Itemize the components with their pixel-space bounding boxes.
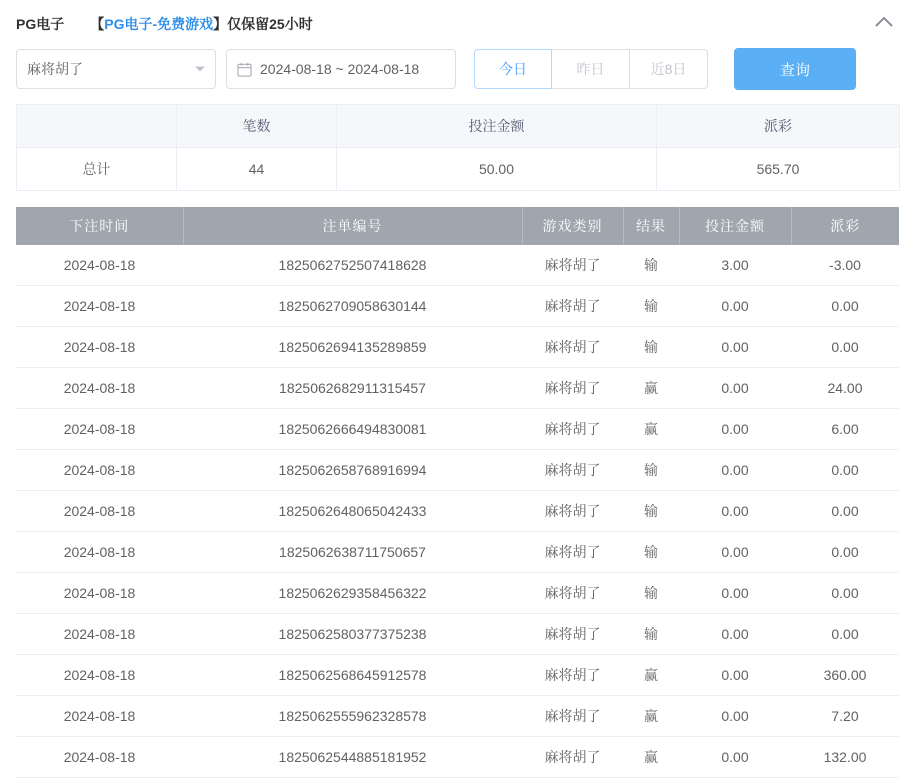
promo-highlight: PG电子-免费游戏 — [104, 16, 214, 32]
detail-table-wrap — [16, 207, 899, 778]
cell-result: 赢 — [623, 737, 679, 778]
cell-payout: 0.00 — [791, 327, 899, 368]
promo-banner — [90, 14, 312, 34]
detail-header-result[interactable]: 结果 — [623, 207, 679, 245]
page-header — [0, 0, 915, 44]
cell-order: 1825062709058630144 — [183, 286, 522, 327]
cell-result: 输 — [623, 614, 679, 655]
cell-time: 2024-08-18 — [16, 245, 183, 286]
game-select[interactable] — [16, 49, 216, 89]
detail-header-payout[interactable]: 派彩 — [791, 207, 899, 245]
detail-table — [16, 207, 899, 778]
cell-result: 赢 — [623, 409, 679, 450]
summary-table — [16, 104, 900, 191]
cell-game: 麻将胡了 — [522, 532, 623, 573]
brand-title: PG电子 — [16, 16, 65, 32]
detail-header-bet[interactable]: 投注金额 — [679, 207, 791, 245]
cell-bet: 0.00 — [679, 737, 791, 778]
game-select-value: 麻将胡了 — [27, 61, 83, 77]
cell-bet: 3.00 — [679, 245, 791, 286]
summary-total-row — [17, 148, 900, 191]
detail-body — [16, 245, 899, 778]
query-button[interactable]: 查询 — [734, 48, 856, 90]
quick-range-today[interactable]: 今日 — [474, 49, 552, 89]
cell-result: 输 — [623, 450, 679, 491]
filter-bar — [0, 44, 915, 102]
cell-time: 2024-08-18 — [16, 327, 183, 368]
cell-time: 2024-08-18 — [16, 573, 183, 614]
table-row[interactable] — [16, 696, 899, 737]
table-row[interactable] — [16, 368, 899, 409]
table-row[interactable] — [16, 491, 899, 532]
cell-bet: 0.00 — [679, 532, 791, 573]
cell-game: 麻将胡了 — [522, 409, 623, 450]
cell-bet: 0.00 — [679, 327, 791, 368]
cell-payout: 0.00 — [791, 450, 899, 491]
cell-game: 麻将胡了 — [522, 573, 623, 614]
quick-range-group — [474, 49, 708, 89]
summary-total-payout: 565.70 — [657, 148, 900, 191]
cell-result: 赢 — [623, 655, 679, 696]
cell-game: 麻将胡了 — [522, 696, 623, 737]
cell-result: 输 — [623, 532, 679, 573]
date-range-picker[interactable] — [226, 49, 456, 89]
cell-time: 2024-08-18 — [16, 286, 183, 327]
cell-bet: 0.00 — [679, 573, 791, 614]
cell-game: 麻将胡了 — [522, 450, 623, 491]
cell-payout: 0.00 — [791, 614, 899, 655]
table-row[interactable] — [16, 245, 899, 286]
cell-order: 1825062555962328578 — [183, 696, 522, 737]
cell-game: 麻将胡了 — [522, 655, 623, 696]
cell-order: 1825062568645912578 — [183, 655, 522, 696]
cell-game: 麻将胡了 — [522, 327, 623, 368]
table-row[interactable] — [16, 614, 899, 655]
cell-time: 2024-08-18 — [16, 409, 183, 450]
cell-time: 2024-08-18 — [16, 491, 183, 532]
cell-order: 1825062694135289859 — [183, 327, 522, 368]
cell-result: 赢 — [623, 368, 679, 409]
cell-game: 麻将胡了 — [522, 491, 623, 532]
cell-payout: 0.00 — [791, 532, 899, 573]
cell-order: 1825062580377375238 — [183, 614, 522, 655]
table-row[interactable] — [16, 737, 899, 778]
summary-total-label: 总计 — [17, 148, 177, 191]
table-row[interactable] — [16, 573, 899, 614]
cell-order: 1825062638711750657 — [183, 532, 522, 573]
cell-game: 麻将胡了 — [522, 737, 623, 778]
chevron-up-icon[interactable] — [871, 10, 897, 36]
cell-order: 1825062629358456322 — [183, 573, 522, 614]
cell-result: 输 — [623, 327, 679, 368]
cell-time: 2024-08-18 — [16, 450, 183, 491]
cell-payout: -3.00 — [791, 245, 899, 286]
cell-order: 1825062544885181952 — [183, 737, 522, 778]
cell-payout: 7.20 — [791, 696, 899, 737]
cell-game: 麻将胡了 — [522, 614, 623, 655]
cell-bet: 0.00 — [679, 655, 791, 696]
cell-order: 1825062666494830081 — [183, 409, 522, 450]
cell-bet: 0.00 — [679, 368, 791, 409]
cell-bet: 0.00 — [679, 491, 791, 532]
cell-result: 输 — [623, 491, 679, 532]
cell-payout: 360.00 — [791, 655, 899, 696]
cell-game: 麻将胡了 — [522, 245, 623, 286]
cell-game: 麻将胡了 — [522, 368, 623, 409]
summary-header-row — [17, 105, 900, 148]
table-row[interactable] — [16, 655, 899, 696]
cell-payout: 0.00 — [791, 573, 899, 614]
cell-bet: 0.00 — [679, 614, 791, 655]
cell-payout: 132.00 — [791, 737, 899, 778]
summary-total-bet: 50.00 — [337, 148, 657, 191]
summary-header-payout: 派彩 — [657, 105, 900, 148]
chevron-down-icon — [195, 67, 205, 72]
cell-time: 2024-08-18 — [16, 737, 183, 778]
cell-result: 输 — [623, 286, 679, 327]
cell-game: 麻将胡了 — [522, 286, 623, 327]
table-row[interactable] — [16, 532, 899, 573]
table-row[interactable] — [16, 327, 899, 368]
quick-range-yesterday[interactable]: 昨日 — [552, 49, 630, 89]
cell-bet: 0.00 — [679, 286, 791, 327]
cell-result: 输 — [623, 573, 679, 614]
cell-order: 1825062752507418628 — [183, 245, 522, 286]
cell-payout: 24.00 — [791, 368, 899, 409]
cell-order: 1825062648065042433 — [183, 491, 522, 532]
cell-payout: 0.00 — [791, 286, 899, 327]
date-range-value: 2024-08-18 ~ 2024-08-18 — [260, 61, 420, 77]
summary-header-blank — [17, 105, 177, 148]
cell-time: 2024-08-18 — [16, 655, 183, 696]
summary-header-count: 笔数 — [177, 105, 337, 148]
detail-header-order[interactable]: 注单编号 — [183, 207, 522, 245]
quick-range-last8days[interactable]: 近8日 — [630, 49, 708, 89]
cell-order: 1825062682911315457 — [183, 368, 522, 409]
cell-time: 2024-08-18 — [16, 532, 183, 573]
detail-header-time[interactable]: 下注时间 — [16, 207, 183, 245]
cell-payout: 6.00 — [791, 409, 899, 450]
table-row[interactable] — [16, 409, 899, 450]
cell-time: 2024-08-18 — [16, 614, 183, 655]
table-row[interactable] — [16, 286, 899, 327]
cell-time: 2024-08-18 — [16, 368, 183, 409]
cell-bet: 0.00 — [679, 409, 791, 450]
detail-header-row — [16, 207, 899, 245]
summary-total-count: 44 — [177, 148, 337, 191]
table-row[interactable] — [16, 450, 899, 491]
cell-order: 1825062658768916994 — [183, 450, 522, 491]
promo-suffix: 】仅保留25小时 — [213, 16, 313, 32]
cell-result: 输 — [623, 245, 679, 286]
cell-bet: 0.00 — [679, 450, 791, 491]
cell-time: 2024-08-18 — [16, 696, 183, 737]
cell-bet: 0.00 — [679, 696, 791, 737]
promo-prefix: 【 — [90, 16, 105, 32]
detail-header-game[interactable]: 游戏类别 — [522, 207, 623, 245]
cell-result: 赢 — [623, 696, 679, 737]
calendar-icon — [237, 62, 252, 77]
summary-header-bet: 投注金额 — [337, 105, 657, 148]
cell-payout: 0.00 — [791, 491, 899, 532]
